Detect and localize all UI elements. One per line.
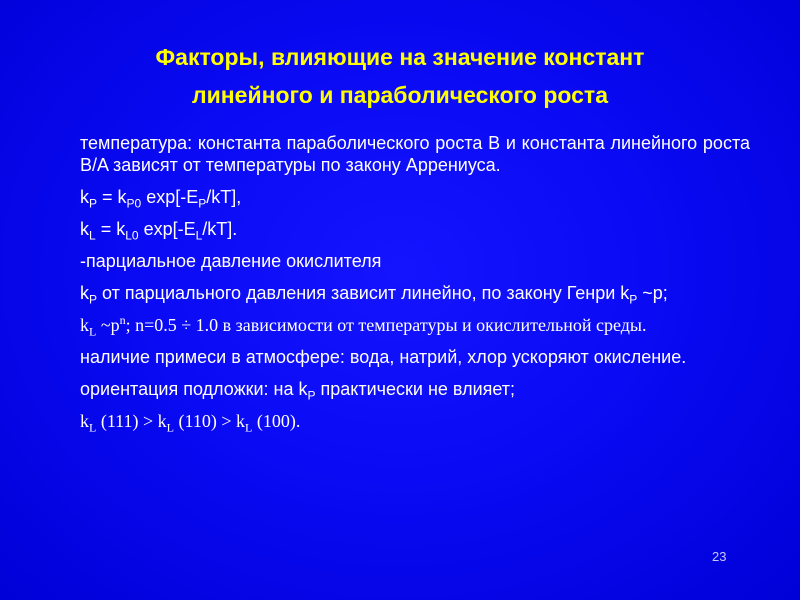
- temperature-paragraph: температура: константа параболического роста B и константа линейного роста B/A зависят от температуры по закону Аррениуса.: [80, 133, 750, 175]
- title-line-2: линейного и параболического роста: [192, 82, 608, 108]
- title-line-1: Факторы, влияющие на значение констант: [155, 44, 645, 70]
- linear-pressure-paragraph: $k_L$ $\sim p^n$; n=0.5 ÷ 1.0 в зависимости от температуры и окислительной среды.: [80, 313, 647, 339]
- orientation-paragraph: ориентация подложки: на $k_P$ практически не влияет;: [80, 379, 516, 403]
- slide-title: [60, 38, 740, 114]
- orientation-comparison: $k_L$ $(111) > k_L$ $(110) > k_L$ (100).: [80, 411, 301, 435]
- slide-content: [80, 132, 750, 442]
- henry-law-paragraph: $k_P$ от парциального давления зависит линейно, по закону Генри $k_P$ ~p;: [80, 283, 668, 307]
- impurity-paragraph: наличие примеси в атмосфере: вода, натрий, хлор ускоряют окисление.: [80, 347, 687, 367]
- partial-pressure-heading: -парциальное давление окислителя: [80, 251, 382, 271]
- slide-number: 23: [712, 549, 727, 564]
- linear-rate-formula: $k_L = k_{L0}$ $\exp[-E_L/kT]$.: [80, 219, 238, 243]
- parabolic-rate-formula: $k_P = k_{P0}$ $\exp[-E_P/kT]$,: [80, 187, 242, 211]
